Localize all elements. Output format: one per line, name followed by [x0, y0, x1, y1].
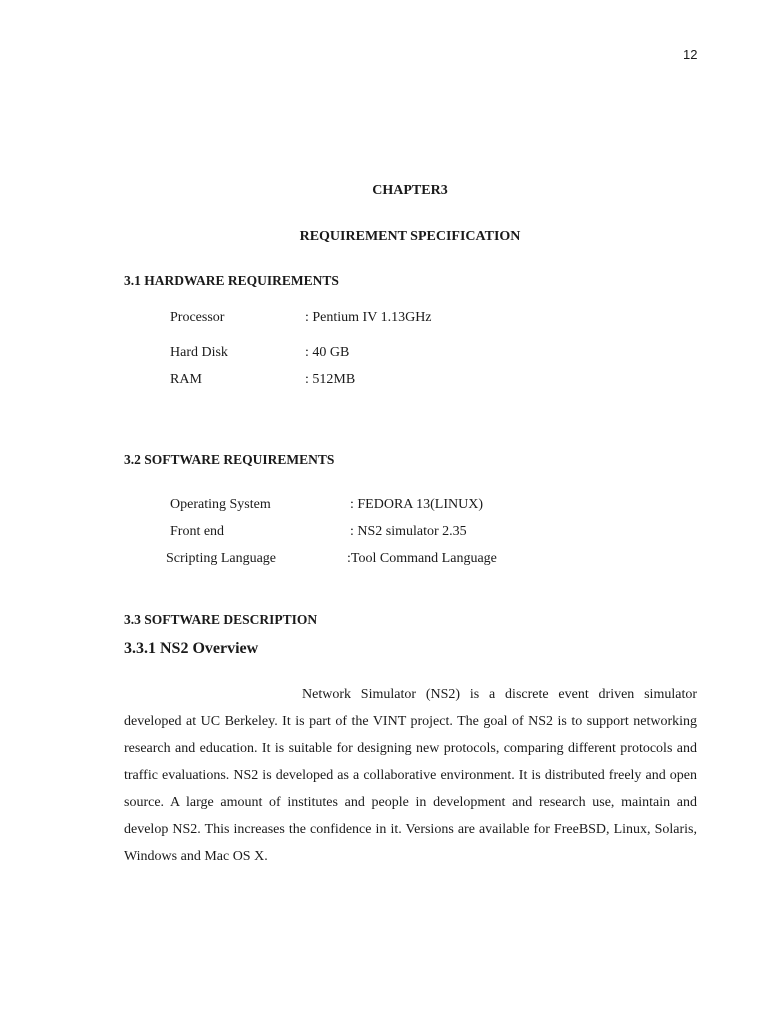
software-label-front-end: Front end: [170, 524, 225, 539]
software-label-scripting: Scripting Language: [166, 551, 277, 566]
software-value-os: : FEDORA 13(LINUX): [350, 497, 483, 512]
software-value-scripting: :Tool Command Language: [347, 551, 497, 566]
hardware-label-processor: Processor: [170, 310, 225, 325]
hardware-heading: 3.1 HARDWARE REQUIREMENTS: [124, 273, 339, 288]
page-number: 12: [683, 47, 698, 62]
hardware-value-processor: : Pentium IV 1.13GHz: [305, 310, 432, 325]
software-heading: 3.2 SOFTWARE REQUIREMENTS: [124, 452, 335, 467]
hardware-value-hard-disk: : 40 GB: [305, 345, 350, 360]
software-value-front-end: : NS2 simulator 2.35: [350, 524, 467, 539]
hardware-value-ram: : 512MB: [305, 372, 356, 387]
ns2-overview-heading: 3.3.1 NS2 Overview: [124, 640, 259, 657]
page-title: REQUIREMENT SPECIFICATION: [299, 229, 521, 244]
hardware-label-ram: RAM: [170, 372, 202, 387]
software-label-os: Operating System: [170, 497, 271, 512]
hardware-label-hard-disk: Hard Disk: [170, 345, 228, 360]
ns2-overview-paragraph: Network Simulator (NS2) is a discrete event driven simulator developed at UC Berkeley. It is part of the VINT project. The goal of NS2 is to support networking research and education. It is suitable for designing new protocols, comparing different protocols and traffic evaluations. NS2 is developed as a collaborative environment. It is distributed freely and open source. A large amount of institutes and people in development and research use, maintain and develop NS2. This increases the confidence in it. Versions are available for FreeBSD, Linux, Solaris, Windows and Mac OS X.: [124, 687, 697, 864]
chapter-heading: CHAPTER3: [372, 183, 448, 198]
description-heading: 3.3 SOFTWARE DESCRIPTION: [124, 612, 318, 627]
